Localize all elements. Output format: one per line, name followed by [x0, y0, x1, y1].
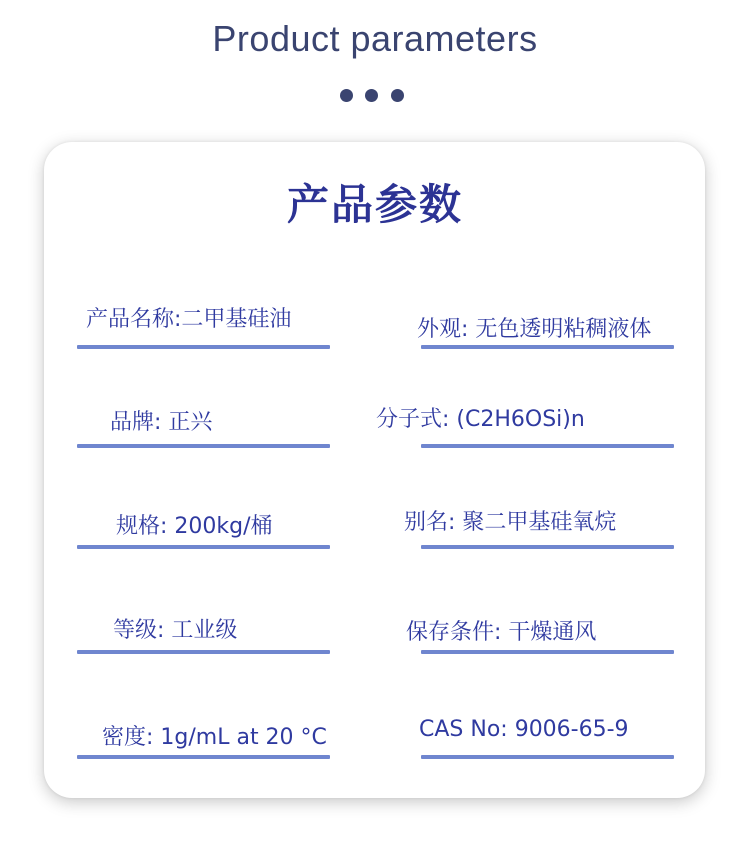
underline	[421, 444, 674, 448]
underline	[77, 345, 330, 349]
param-spec: 规格: 200kg/桶	[116, 514, 273, 539]
parameters-card	[44, 142, 705, 798]
param-product-name: 产品名称:二甲基硅油	[86, 307, 292, 332]
page-title: Product parameters	[212, 18, 538, 59]
dot-icon	[365, 89, 378, 102]
underline	[421, 650, 674, 654]
dot-icon	[391, 89, 404, 102]
param-appearance: 外观: 无色透明粘稠液体	[417, 317, 652, 342]
param-formula: 分子式: (C2H6OSi)n	[376, 407, 585, 432]
underline	[421, 755, 674, 759]
underline	[77, 755, 330, 759]
param-density: 密度: 1g/mL at 20 °C	[102, 725, 327, 750]
underline	[421, 345, 674, 349]
underline	[77, 650, 330, 654]
param-brand: 品牌: 正兴	[110, 410, 213, 435]
param-storage: 保存条件: 干燥通风	[406, 620, 597, 645]
param-grade: 等级: 工业级	[113, 618, 238, 643]
param-alias: 别名: 聚二甲基硅氧烷	[404, 510, 617, 535]
underline	[77, 444, 330, 448]
dot-icon	[340, 89, 353, 102]
underline	[421, 545, 674, 549]
card-title: 产品参数	[286, 180, 463, 229]
underline	[77, 545, 330, 549]
param-cas: CAS No: 9006-65-9	[419, 717, 629, 742]
